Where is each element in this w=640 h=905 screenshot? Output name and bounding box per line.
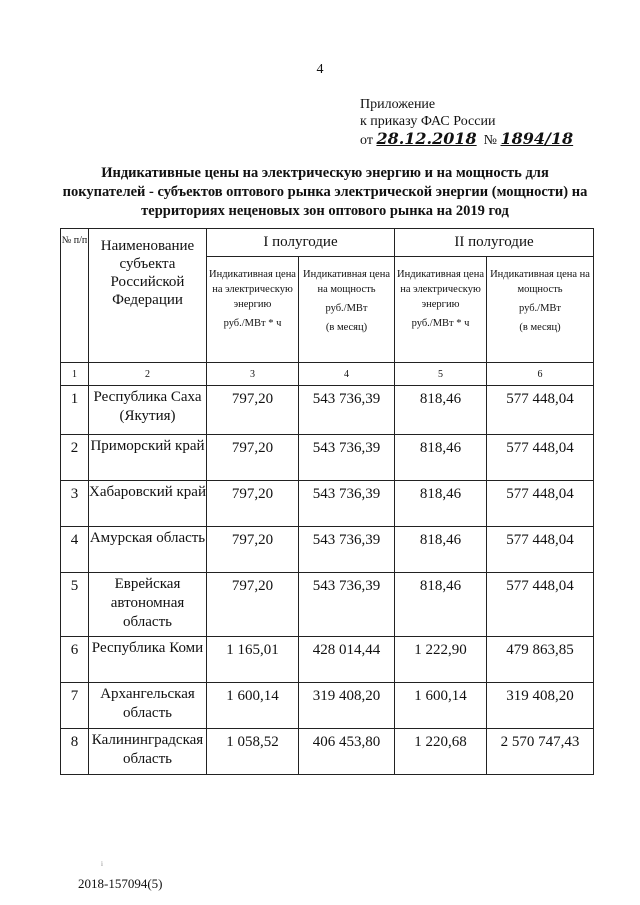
row-number: 4 <box>61 527 89 573</box>
price-table <box>60 228 594 775</box>
header-half-2: II полугодие <box>395 229 594 257</box>
row-number: 3 <box>61 481 89 527</box>
table-row <box>61 683 594 729</box>
region-name: Калининградская область <box>89 729 207 775</box>
power-price-h1: 319 408,20 <box>299 683 395 729</box>
column-number-row <box>61 363 594 386</box>
table-row <box>61 729 594 775</box>
row-number: 7 <box>61 683 89 729</box>
energy-price-h1: 1 058,52 <box>207 729 299 775</box>
header-energy-1: Индикативная цена на электрическую энергию руб./МВт * ч <box>207 257 299 363</box>
region-name: Архангельская область <box>89 683 207 729</box>
power-price-h1: 428 014,44 <box>299 637 395 683</box>
document-title: Индикативные цены на электрическую энергию и на мощность для покупателей - субъектов оптового рынка электрической энергии (мощности) на территориях неценовых зон оптового рынка на 2019 год <box>62 165 588 219</box>
table-row <box>61 573 594 637</box>
region-name: Еврейская автономная область <box>89 573 207 637</box>
power-price-h2: 2 570 747,43 <box>487 729 594 775</box>
power-price-h1: 543 736,39 <box>299 527 395 573</box>
column-number: 6 <box>487 363 594 386</box>
column-number: 2 <box>89 363 207 386</box>
row-number: 8 <box>61 729 89 775</box>
order-date: 28.12.2018 <box>376 129 477 148</box>
table-row <box>61 435 594 481</box>
power-price-h2: 577 448,04 <box>487 573 594 637</box>
column-number: 1 <box>61 363 89 386</box>
header-energy-2: Индикативная цена на электрическую энергию руб./МВт * ч <box>395 257 487 363</box>
power-price-h2: 577 448,04 <box>487 435 594 481</box>
header-power-1: Индикативная цена на мощность руб./МВт (в месяц) <box>299 257 395 363</box>
region-name: Хабаровский край <box>89 481 207 527</box>
header-row-1 <box>61 229 594 257</box>
column-number: 5 <box>395 363 487 386</box>
energy-price-h1: 797,20 <box>207 481 299 527</box>
region-name: Приморский край <box>89 435 207 481</box>
row-number: 6 <box>61 637 89 683</box>
energy-price-h2: 1 222,90 <box>395 637 487 683</box>
header-num: № п/п <box>61 229 89 363</box>
date-prefix: от <box>360 133 373 148</box>
row-number: 2 <box>61 435 89 481</box>
energy-price-h2: 1 220,68 <box>395 729 487 775</box>
power-price-h1: 543 736,39 <box>299 435 395 481</box>
energy-price-h1: 1 600,14 <box>207 683 299 729</box>
scan-mark: і <box>101 860 103 868</box>
page-number: 4 <box>316 62 324 77</box>
energy-price-h2: 818,46 <box>395 435 487 481</box>
table-row <box>61 386 594 435</box>
header-power-2: Индикативная цена на мощность руб./МВт (в месяц) <box>487 257 594 363</box>
appendix-title: Приложение <box>360 97 436 112</box>
row-number: 1 <box>61 386 89 435</box>
energy-price-h1: 797,20 <box>207 527 299 573</box>
appendix-block <box>360 96 573 149</box>
row-number: 5 <box>61 573 89 637</box>
table-row <box>61 481 594 527</box>
power-price-h2: 577 448,04 <box>487 481 594 527</box>
column-number: 3 <box>207 363 299 386</box>
power-price-h1: 543 736,39 <box>299 573 395 637</box>
region-name: Республика Коми <box>89 637 207 683</box>
power-price-h2: 577 448,04 <box>487 386 594 435</box>
column-number: 4 <box>299 363 395 386</box>
header-name: Наименование субъекта Российской Федерации <box>89 229 207 363</box>
appendix-date-line <box>360 130 573 149</box>
energy-price-h2: 818,46 <box>395 481 487 527</box>
power-price-h1: 543 736,39 <box>299 386 395 435</box>
energy-price-h1: 1 165,01 <box>207 637 299 683</box>
energy-price-h2: 818,46 <box>395 386 487 435</box>
table-row <box>61 527 594 573</box>
energy-price-h2: 818,46 <box>395 573 487 637</box>
table-row <box>61 637 594 683</box>
energy-price-h1: 797,20 <box>207 386 299 435</box>
energy-price-h2: 1 600,14 <box>395 683 487 729</box>
power-price-h2: 577 448,04 <box>487 527 594 573</box>
energy-price-h1: 797,20 <box>207 573 299 637</box>
region-name: Амурская область <box>89 527 207 573</box>
appendix-order-ref: к приказу ФАС России <box>360 114 496 129</box>
order-number: 1894/18 <box>500 129 574 148</box>
energy-price-h2: 818,46 <box>395 527 487 573</box>
power-price-h2: 319 408,20 <box>487 683 594 729</box>
header-half-1: I полугодие <box>207 229 395 257</box>
document-id: 2018-157094(5) <box>78 876 163 891</box>
power-price-h1: 543 736,39 <box>299 481 395 527</box>
region-name: Республика Саха (Якутия) <box>89 386 207 435</box>
energy-price-h1: 797,20 <box>207 435 299 481</box>
power-price-h2: 479 863,85 <box>487 637 594 683</box>
power-price-h1: 406 453,80 <box>299 729 395 775</box>
table-body <box>61 386 594 775</box>
number-prefix: № <box>483 133 497 148</box>
